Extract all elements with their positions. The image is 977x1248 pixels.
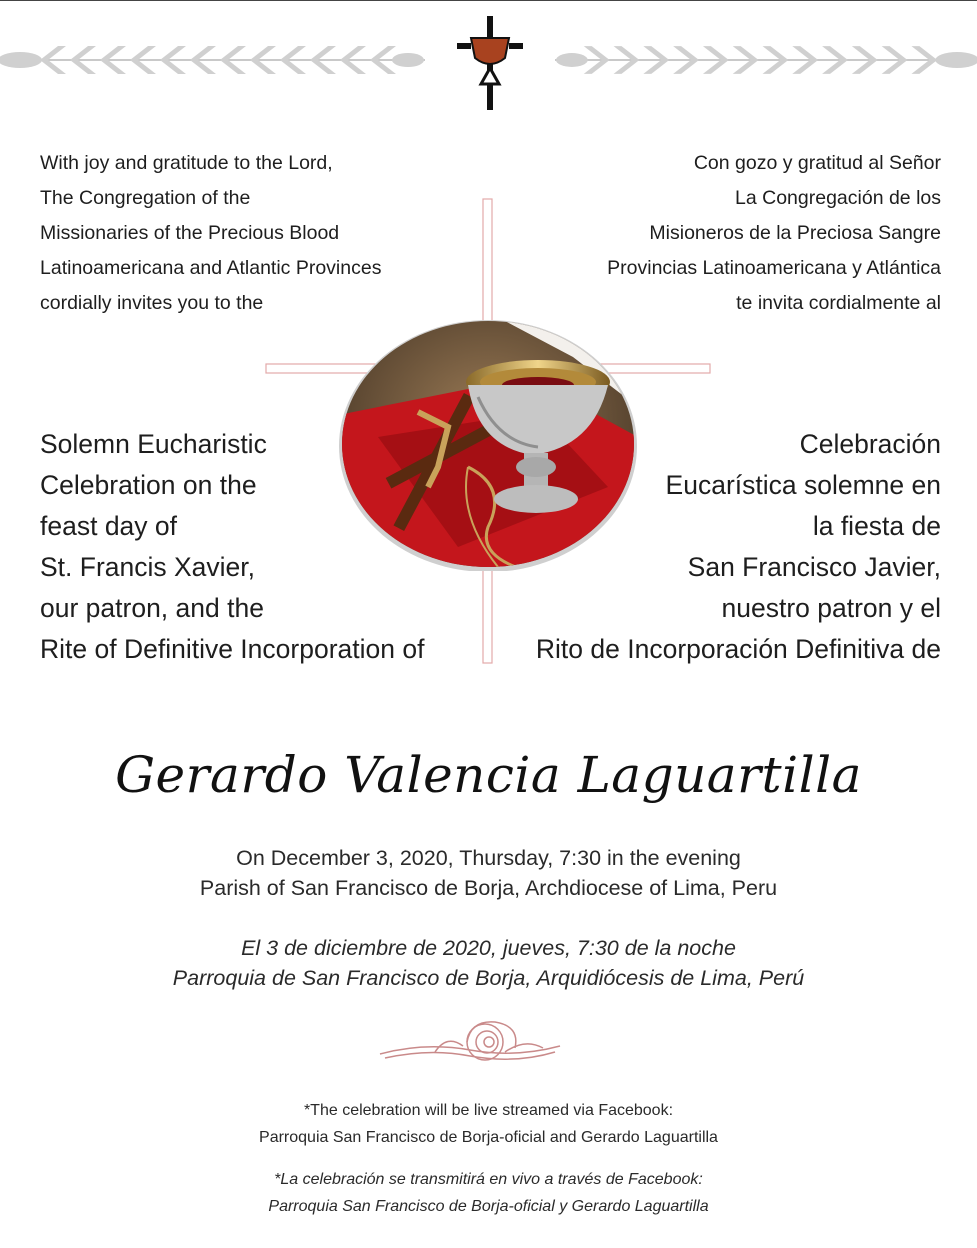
livestream-english-line: *The celebration will be live streamed via Facebook: xyxy=(303,1102,674,1119)
celebration-spanish-line: Eucarística solemne en xyxy=(665,470,941,500)
intro-english-line: Latinoamericana and Atlantic Provinces xyxy=(40,257,382,279)
celebration-english-line: St. Francis Xavier, xyxy=(40,552,256,582)
celebration-spanish-line: San Francisco Javier, xyxy=(687,552,941,582)
celebration-english-line: Rite of Definitive Incorporation of xyxy=(40,634,425,664)
event-date-english: On December 3, 2020, Thursday, 7:30 in the evening xyxy=(236,846,741,870)
event-date-spanish: El 3 de diciembre de 2020, jueves, 7:30 de la noche xyxy=(241,936,736,960)
celebration-title-english xyxy=(40,424,424,670)
celebration-english-line: Solemn Eucharistic xyxy=(40,429,267,459)
event-details-spanish xyxy=(0,933,977,993)
intro-spanish-line: te invita cordialmente al xyxy=(736,292,941,314)
livestream-spanish-line: Parroquia San Francisco de Borja-oficial y Gerardo Laguartilla xyxy=(268,1198,709,1215)
event-location-english: Parish of San Francisco de Borja, Archdiocese of Lima, Peru xyxy=(199,876,778,900)
intro-spanish-line: Con gozo y gratitud al Señor xyxy=(693,152,941,174)
celebration-english-line: our patron, and the xyxy=(40,593,264,623)
top-border-line xyxy=(0,0,977,1)
celebration-english-line: Celebration on the xyxy=(40,470,257,500)
event-details-english xyxy=(0,843,977,903)
event-location-spanish: Parroquia de San Francisco de Borja, Arquidiócesis de Lima, Perú xyxy=(172,966,805,990)
intro-english-line: The Congregation of the xyxy=(40,187,251,209)
livestream-english-line: Parroquia San Francisco de Borja-oficial and Gerardo Laguartilla xyxy=(259,1129,718,1146)
honoree-name: Gerardo Valencia Laguartilla xyxy=(115,746,862,804)
laurel-border-left-icon xyxy=(0,40,425,80)
intro-spanish-line: Misioneros de la Preciosa Sangre xyxy=(649,222,941,244)
intro-english-line: With joy and gratitude to the Lord, xyxy=(40,152,333,174)
livestream-note-spanish xyxy=(0,1166,977,1220)
celebration-spanish-line: Rito de Incorporación Definitiva de xyxy=(535,634,941,664)
intro-spanish xyxy=(607,146,941,321)
celebration-english-line: feast day of xyxy=(40,511,178,541)
celebration-spanish-line: nuestro patron y el xyxy=(721,593,941,623)
livestream-note-english xyxy=(0,1097,977,1151)
laurel-border-right-icon xyxy=(555,40,977,80)
intro-spanish-line: La Congregación de los xyxy=(735,187,941,209)
intro-english xyxy=(40,146,381,321)
livestream-spanish-line: *La celebración se transmitirá en vivo a través de Facebook: xyxy=(274,1171,703,1188)
scroll-flourish-icon xyxy=(375,1012,565,1072)
celebration-spanish-line: Celebración xyxy=(799,429,941,459)
cross-chalice-emblem-icon xyxy=(455,14,525,112)
celebration-title-spanish xyxy=(536,424,941,670)
intro-english-line: Missionaries of the Precious Blood xyxy=(40,222,340,244)
celebration-spanish-line: la fiesta de xyxy=(812,511,941,541)
intro-english-line: cordially invites you to the xyxy=(40,292,264,314)
intro-spanish-line: Provincias Latinoamericana y Atlántica xyxy=(607,257,941,279)
